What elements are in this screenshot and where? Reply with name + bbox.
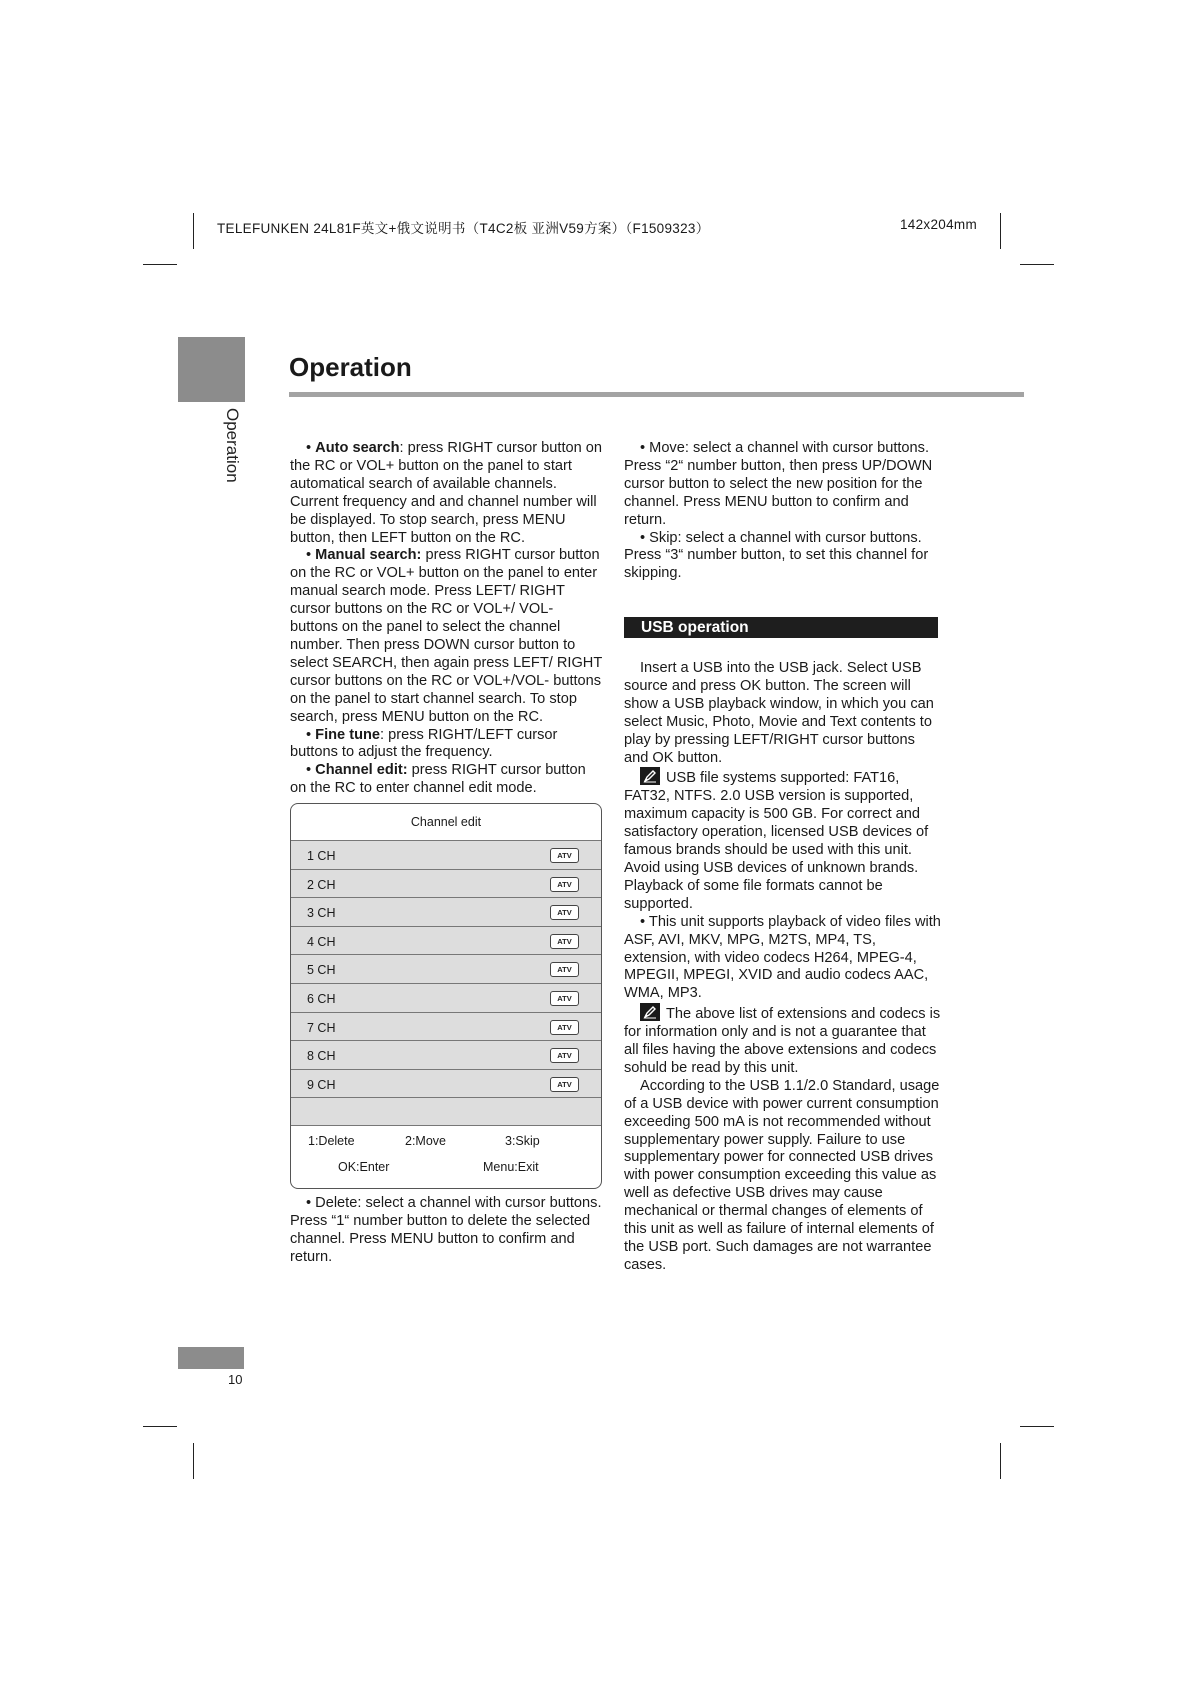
side-section-label: Operation bbox=[223, 408, 242, 483]
usb-intro-paragraph: Insert a USB into the USB jack. Select USB source and press OK button. The screen will show a USB playback window, in which you can select Music, Photo, Movie and Text contents to play by pressing LEFT/RIGHT cursor buttons and OK button. bbox=[624, 660, 934, 766]
page-title: Operation bbox=[289, 352, 412, 382]
crop-mark bbox=[193, 213, 194, 249]
channel-row: 7 CH ATV bbox=[291, 1013, 601, 1042]
channel-row: 3 CH ATV bbox=[291, 898, 601, 927]
channel-row: 6 CH ATV bbox=[291, 984, 601, 1013]
exit-key-hint: Menu:Exit bbox=[483, 1160, 539, 1175]
channel-row: 1 CH ATV bbox=[291, 841, 601, 870]
fine-tune-paragraph: • Fine tune: press RIGHT/LEFT cursor buttons to adjust the frequency. bbox=[290, 726, 558, 761]
atv-badge: ATV bbox=[550, 1020, 579, 1035]
crop-mark bbox=[193, 1443, 194, 1479]
delete-key-hint: 1:Delete bbox=[308, 1134, 355, 1149]
channel-row: 2 CH ATV bbox=[291, 870, 601, 899]
right-column-top bbox=[624, 440, 942, 583]
title-divider bbox=[289, 392, 1024, 397]
atv-badge: ATV bbox=[550, 905, 579, 920]
atv-badge: ATV bbox=[550, 848, 579, 863]
skip-key-hint: 3:Skip bbox=[505, 1134, 540, 1149]
crop-mark bbox=[1000, 1443, 1001, 1479]
atv-badge: ATV bbox=[550, 1048, 579, 1063]
usb-section bbox=[624, 660, 942, 1275]
usb-power-paragraph: According to the USB 1.1/2.0 Standard, usage of a USB device with power current consumption exceeding 500 mA is not recommended without supplementary power supply. Failure to use supplementary power for connected USB drives with power consumption exceeding this value as well as defective USB drives may cause mechanical or thermal changes of elements of this unit as well as failure of internal elements of the USB port. Such damages are not warrantee cases. bbox=[624, 1077, 940, 1273]
usb-codecs-note: The above list of extensions and codecs is for information only and is not a guarantee that all files having the above extensions and codecs sohuld be read by this unit. bbox=[624, 1003, 942, 1078]
crop-mark bbox=[143, 1426, 177, 1427]
channel-row: 5 CH ATV bbox=[291, 955, 601, 984]
delete-instructions: • Delete: select a channel with cursor buttons. Press “1“ number button to delete the selected channel. Press MENU button to confirm and return. bbox=[290, 1195, 602, 1265]
atv-badge: ATV bbox=[550, 962, 579, 977]
auto-search-paragraph: • Auto search: press RIGHT cursor button on the RC or VOL+ button on the panel to start automatical search of available channels. Current frequency and and channel number will be displayed. To stop search, press MENU button, then LEFT button on the RC. bbox=[290, 440, 603, 546]
channel-row: 4 CH ATV bbox=[291, 927, 601, 956]
usb-formats-paragraph: • This unit supports playback of video files with ASF, AVI, MKV, MPG, M2TS, MP4, TS, extension, with video codecs H264, MPEG-4, MPEGII, MPEGI, XVID and audio codecs AAC, WMA, MP3. bbox=[624, 913, 941, 1002]
usb-operation-heading: USB operation bbox=[624, 617, 938, 638]
enter-key-hint: OK:Enter bbox=[338, 1160, 390, 1175]
print-header-title: TELEFUNKEN 24L81F英文+俄文说明书（T4C2板 亚洲V59方案）（F1509323） bbox=[217, 221, 710, 236]
crop-mark bbox=[1000, 213, 1001, 249]
atv-badge: ATV bbox=[550, 991, 579, 1006]
manual-search-paragraph: • Manual search: press RIGHT cursor button on the RC or VOL+ button on the panel to enter manual search mode. Press LEFT/ RIGHT cursor buttons on the RC or VOL+/ VOL- buttons on the panel to select the channel number. Then press DOWN cursor button to select SEARCH, then again press LEFT/ RIGHT cursor buttons on the RC or VOL+/VOL- buttons on the panel to start channel search. To stop search, press MENU button on the RC. bbox=[290, 547, 602, 725]
note-pencil-icon bbox=[640, 1003, 660, 1021]
print-header-size: 142x204mm bbox=[900, 217, 977, 232]
channel-row: 9 CH ATV bbox=[291, 1070, 601, 1099]
page-number-tab bbox=[178, 1347, 244, 1369]
usb-filesystem-note: USB file systems supported: FAT16, FAT32, NTFS. 2.0 USB version is supported, maximum capacity is 500 GB. For correct and satisfactory operation, licensed USB devices of famous brands should be used with this unit. Avoid using USB devices of unknown brands. Playback of some file formats cannot be supported. bbox=[624, 767, 942, 913]
skip-paragraph: • Skip: select a channel with cursor buttons. Press “3“ number button, to set this channel for skipping. bbox=[624, 529, 929, 582]
note-pencil-icon bbox=[640, 767, 660, 785]
channel-edit-title: Channel edit bbox=[291, 804, 601, 841]
left-column bbox=[290, 440, 605, 798]
crop-mark bbox=[1020, 1426, 1054, 1427]
page-number: 10 bbox=[228, 1372, 243, 1387]
channel-edit-key-legend bbox=[291, 1126, 601, 1186]
crop-mark bbox=[1020, 264, 1054, 265]
channel-row-empty bbox=[291, 1098, 601, 1126]
channel-edit-menu bbox=[290, 803, 602, 1189]
crop-mark bbox=[143, 264, 177, 265]
atv-badge: ATV bbox=[550, 1077, 579, 1092]
move-paragraph: • Move: select a channel with cursor buttons. Press “2“ number button, then press UP/DOWN cursor button to select the new position for the channel. Press MENU button to confirm and return. bbox=[624, 440, 933, 528]
channel-edit-paragraph: • Channel edit: press RIGHT cursor button on the RC to enter channel edit mode. bbox=[290, 762, 586, 797]
atv-badge: ATV bbox=[550, 877, 579, 892]
move-key-hint: 2:Move bbox=[405, 1134, 446, 1149]
atv-badge: ATV bbox=[550, 934, 579, 949]
section-tab bbox=[178, 337, 245, 402]
channel-row: 8 CH ATV bbox=[291, 1041, 601, 1070]
